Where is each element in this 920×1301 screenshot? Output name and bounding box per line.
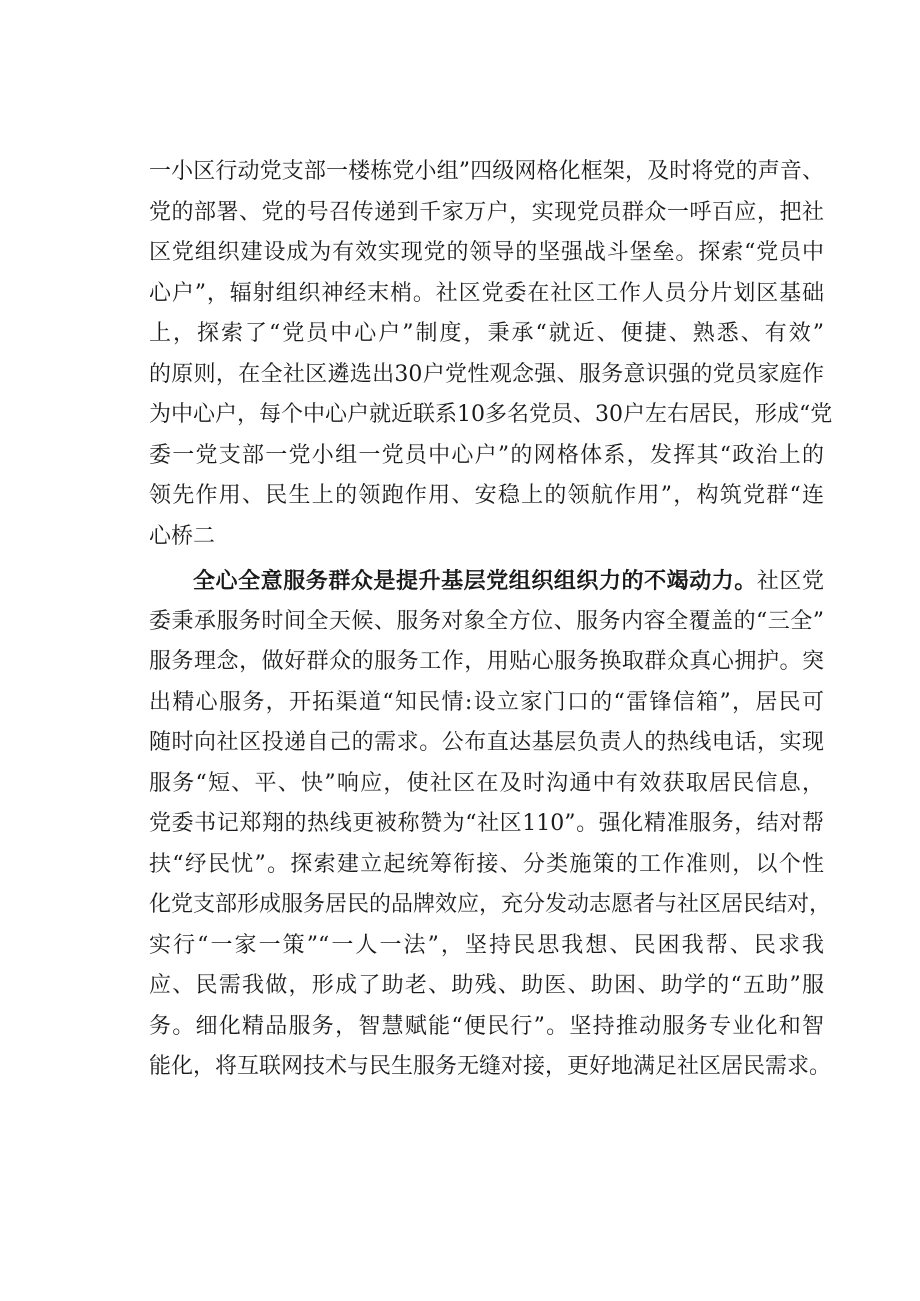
paragraph-first-line-rest: 社区党: [756, 569, 824, 594]
text-line: 能化，将互联网技术与民生服务无缝对接，更好地满足社区居民需求。: [149, 1054, 832, 1079]
paragraph-lead-sentence: 全心全意服务群众是提升基层党组织组织力的不竭动力。: [193, 568, 757, 594]
document-body: [149, 152, 833, 1088]
paragraph-first-line: [149, 561, 824, 602]
text-line: 心桥二: [149, 523, 216, 549]
text-line: 为中心户，每个中心户就近联系10多名党员、30户左右居民，形成“党: [149, 402, 833, 427]
text-line: 党委书记郑翔的热线更被称赞为“社区110”。强化精准服务，结对帮: [149, 811, 824, 836]
text-line: 扶“纾民忧”。探索建立起统筹衔接、分类施策的工作准则，以个性: [149, 851, 824, 877]
text-line: 领先作用、民生上的领跑作用、安稳上的领航作用”，构筑党群“连: [149, 483, 824, 508]
text-line: 委一党支部一党小组一党员中心户”的网格体系，发挥其“政治上的: [149, 442, 824, 468]
text-line: 化党支部形成服务居民的品牌效应，充分发动志愿者与社区居民结对，: [149, 892, 832, 917]
text-line: 心户”，辐射组织神经末梢。社区党委在社区工作人员分片划区基础: [149, 280, 824, 306]
text-line: 委秉承服务时间全天候、服务对象全方位、服务内容全覆盖的“三全”: [149, 608, 824, 634]
text-line: 随时向社区投递自己的需求。公布直达基层负责人的热线电话，实现: [149, 730, 824, 755]
text-line: 应、民需我做，形成了助老、助残、助医、助困、助学的“五助”服: [149, 973, 824, 998]
text-line: 党的部署、党的号召传递到千家万户，实现党员群众一呼百应，把社: [149, 199, 824, 225]
text-line: 实行“一家一策”“一人一法”，坚持民思我想、民困我帮、民求我: [149, 932, 824, 958]
text-line: 务。细化精品服务，智慧赋能“便民行”。坚持推动服务专业化和智: [149, 1013, 824, 1039]
text-line: 服务“短、平、快”响应，使社区在及时沟通中有效获取居民信息，: [149, 770, 824, 796]
text-line: 一小区行动党支部一楼栋党小组”四级网格化框架，及时将党的声音、: [149, 159, 824, 184]
text-line: 服务理念，做好群众的服务工作，用贴心服务换取群众真心拥护。突: [149, 649, 824, 674]
paragraph-1: [149, 152, 833, 557]
text-line: 上，探索了“党员中心户”制度，秉承“就近、便捷、熟悉、有效”: [149, 321, 824, 346]
paragraph-2: [149, 561, 832, 1088]
text-line: 的原则，在全社区遴选出30户党性观念强、服务意识强的党员家庭作: [149, 361, 824, 387]
text-line: 区党组织建设成为有效实现党的领导的坚强战斗堡垒。探索“党员中: [149, 240, 824, 265]
text-line: 出精心服务，开拓渠道“知民情:设立家门口的“雷锋信箱”，居民可: [149, 689, 824, 715]
